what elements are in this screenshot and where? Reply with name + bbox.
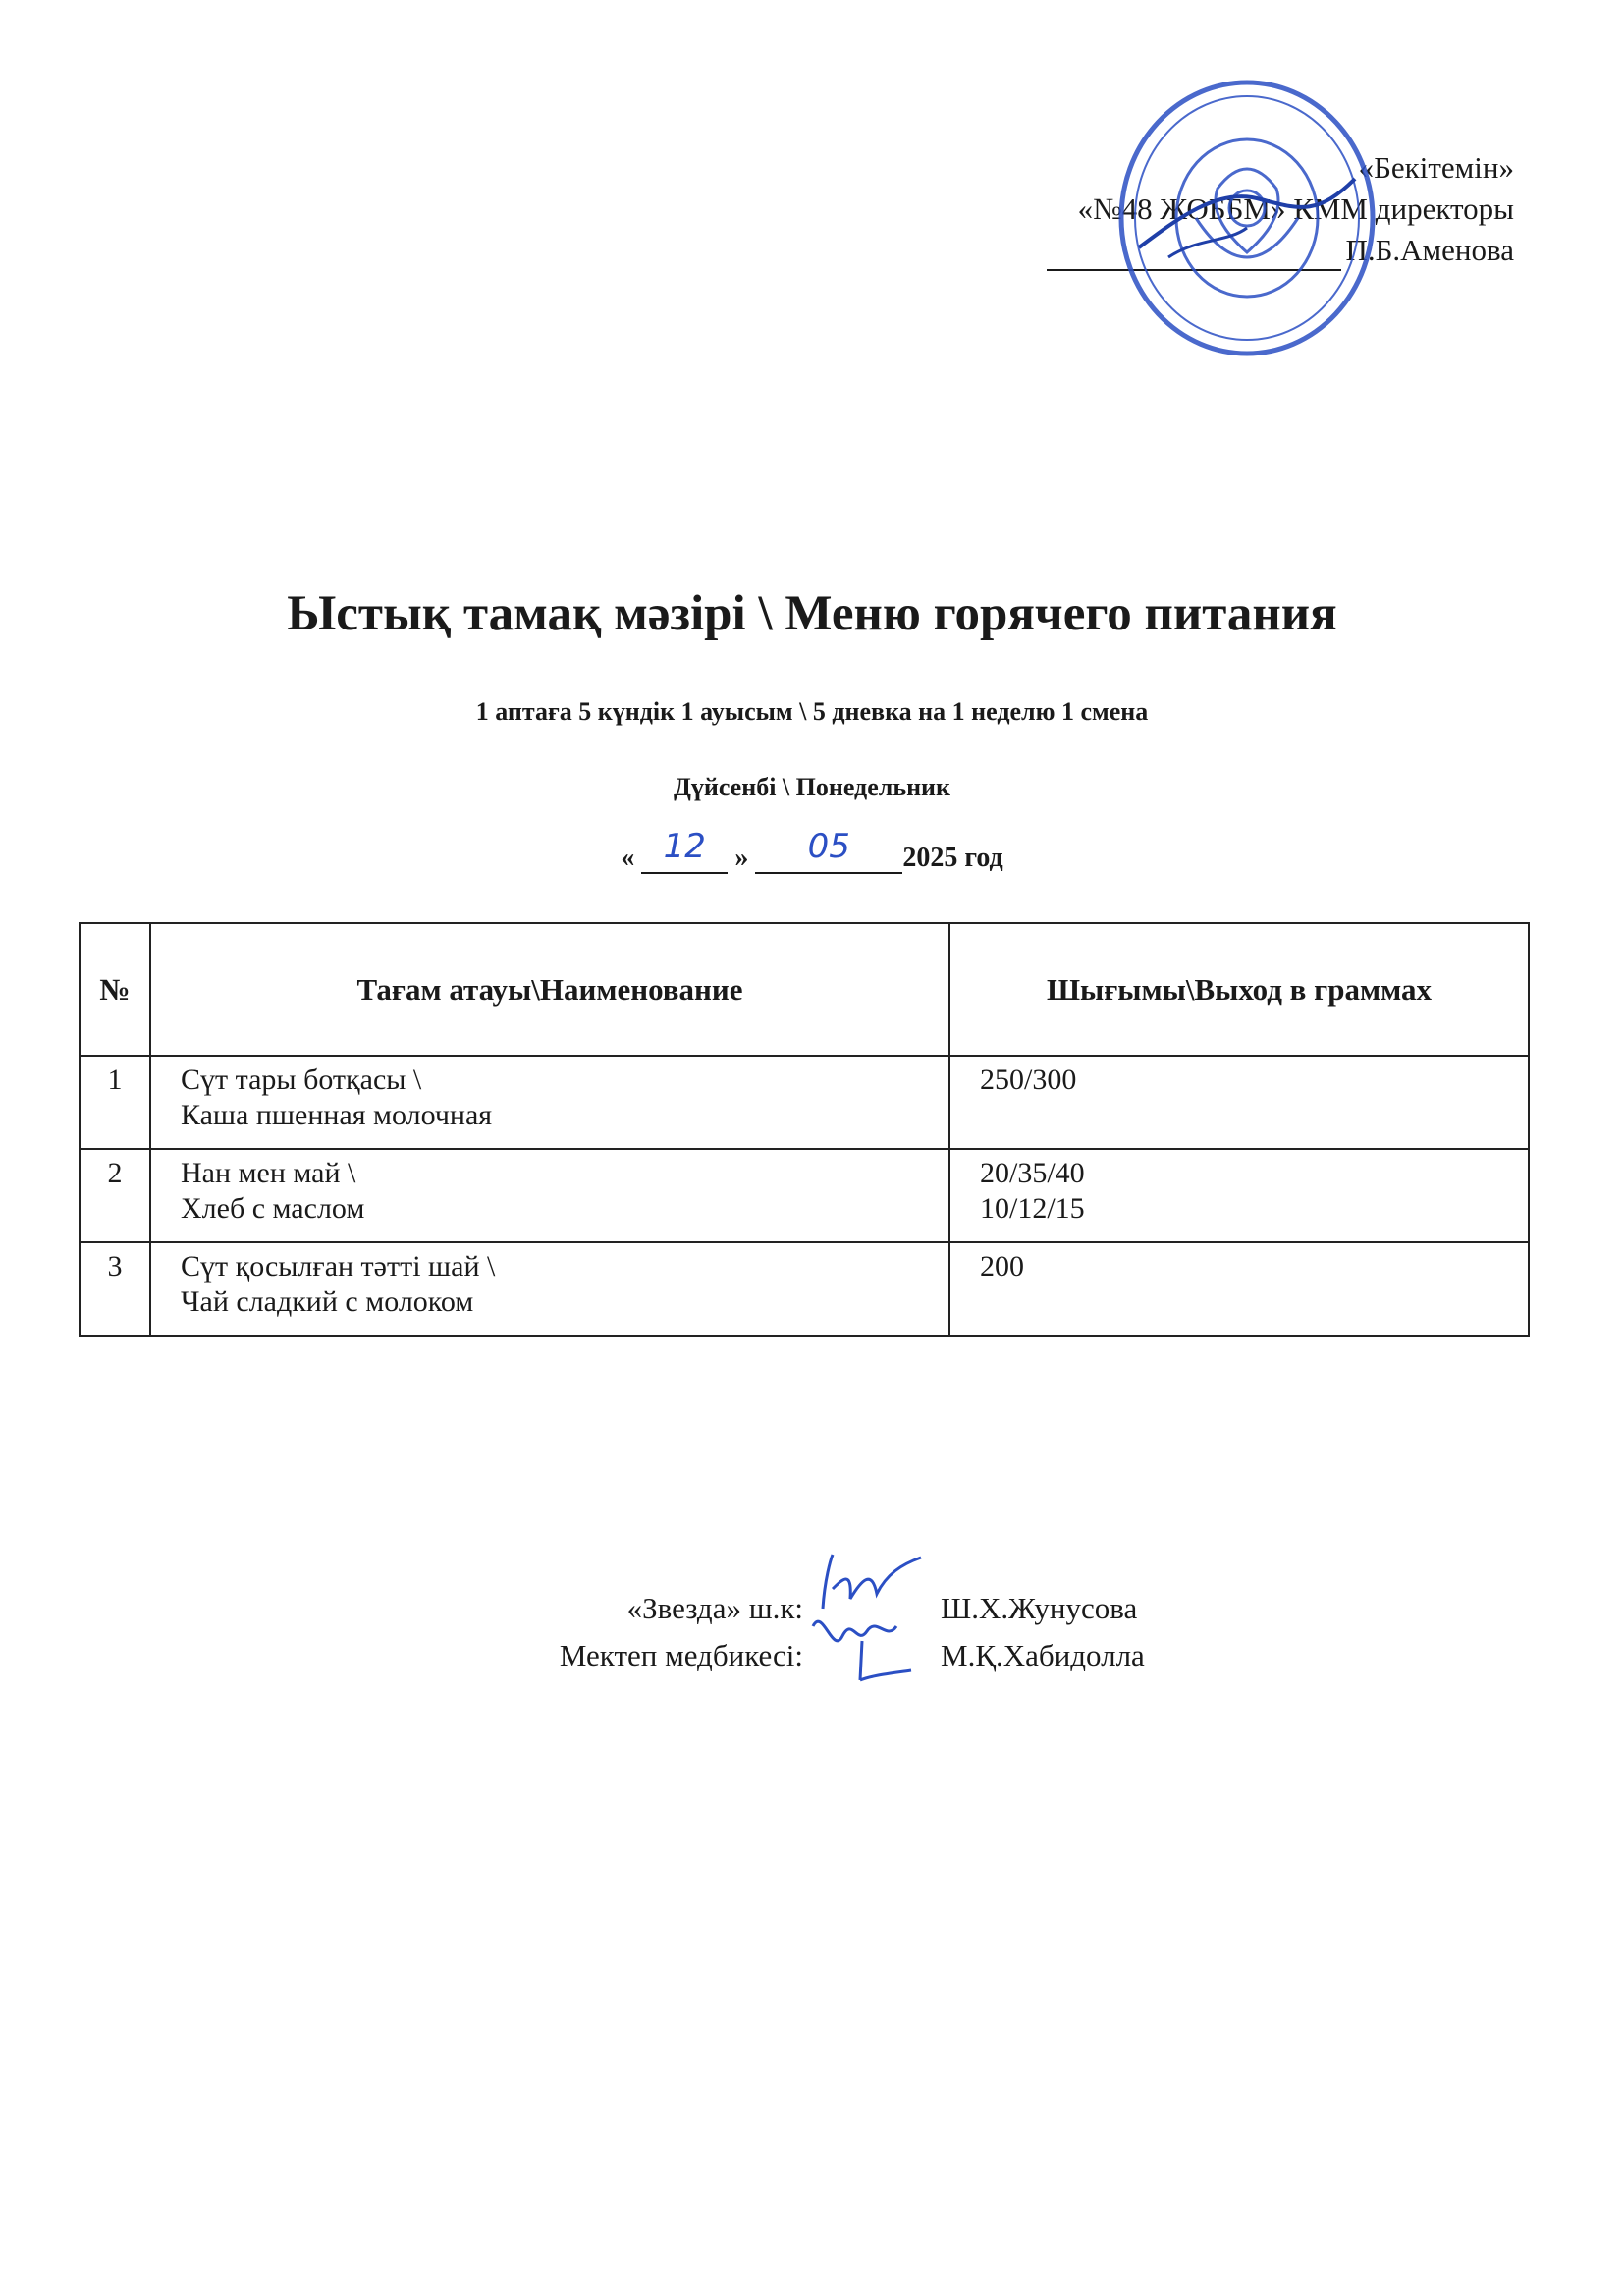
official-seal-icon bbox=[1110, 71, 1384, 365]
header-dish-name: Тағам атауы\Наименование bbox=[150, 923, 949, 1056]
dish-name-kk: Нан мен май \ bbox=[181, 1157, 356, 1189]
table-row bbox=[80, 1242, 1529, 1336]
header-yield: Шығымы\Выход в граммах bbox=[949, 923, 1529, 1056]
director-name: П.Б.Аменова bbox=[1345, 233, 1514, 267]
signature-block bbox=[461, 1585, 1145, 1679]
dish-name-ru: Каша пшенная молочная bbox=[181, 1099, 493, 1131]
date-month-handwritten: 05 bbox=[807, 827, 850, 866]
signer-name: Ш.Х.Жунусова bbox=[941, 1591, 1138, 1625]
approved-label: «Бекітемін» bbox=[1358, 150, 1514, 185]
header-number: № bbox=[80, 923, 150, 1056]
date-open-quote: « bbox=[621, 843, 635, 873]
date-line bbox=[0, 827, 1624, 874]
row-number: 3 bbox=[80, 1242, 150, 1336]
table-header-row bbox=[80, 923, 1529, 1056]
row-number: 2 bbox=[80, 1149, 150, 1242]
menu-table bbox=[79, 922, 1530, 1337]
date-month-field bbox=[755, 827, 902, 874]
menu-subtitle: 1 аптаға 5 күндік 1 ауысым \ 5 дневка на 1 неделю 1 смена bbox=[475, 697, 1149, 726]
signer-role: Мектеп медбикесі: bbox=[559, 1638, 803, 1672]
yield-line-1: 200 bbox=[980, 1250, 1024, 1283]
date-close-quote: » bbox=[734, 843, 749, 873]
table-row bbox=[80, 1149, 1529, 1242]
handwritten-signature-icon bbox=[803, 1636, 939, 1679]
signer-name: М.Қ.Хабидолла bbox=[941, 1638, 1145, 1672]
dish-yield bbox=[949, 1242, 1529, 1336]
dish-name-ru: Хлеб с маслом bbox=[181, 1192, 365, 1225]
date-year: 2025 год bbox=[902, 843, 1003, 873]
dish-name bbox=[150, 1242, 949, 1336]
yield-line-2: 10/12/15 bbox=[980, 1192, 1085, 1225]
dish-name-ru: Чай сладкий с молоком bbox=[181, 1285, 474, 1318]
date-day-handwritten: 12 bbox=[663, 827, 706, 866]
row-number: 1 bbox=[80, 1056, 150, 1149]
date-day-field bbox=[641, 827, 728, 874]
table-row bbox=[80, 1056, 1529, 1149]
dish-name bbox=[150, 1149, 949, 1242]
yield-line-1: 20/35/40 bbox=[980, 1157, 1085, 1189]
weekday-label: Дүйсенбі \ Понедельник bbox=[673, 773, 951, 801]
dish-yield bbox=[949, 1149, 1529, 1242]
director-position: «№48 ЖОББМ» КММ директоры bbox=[1077, 191, 1514, 226]
dish-name bbox=[150, 1056, 949, 1149]
signer-role: «Звезда» ш.к: bbox=[626, 1591, 803, 1625]
signature-row bbox=[461, 1632, 1145, 1679]
dish-yield bbox=[949, 1056, 1529, 1149]
dish-name-kk: Сүт қосылған тәтті шай \ bbox=[181, 1250, 496, 1283]
dish-name-kk: Сүт тары ботқасы \ bbox=[181, 1064, 422, 1096]
yield-line-1: 250/300 bbox=[980, 1064, 1077, 1096]
page-title: Ыстық тамақ мәзірі \ Меню горячего питания bbox=[287, 586, 1337, 641]
